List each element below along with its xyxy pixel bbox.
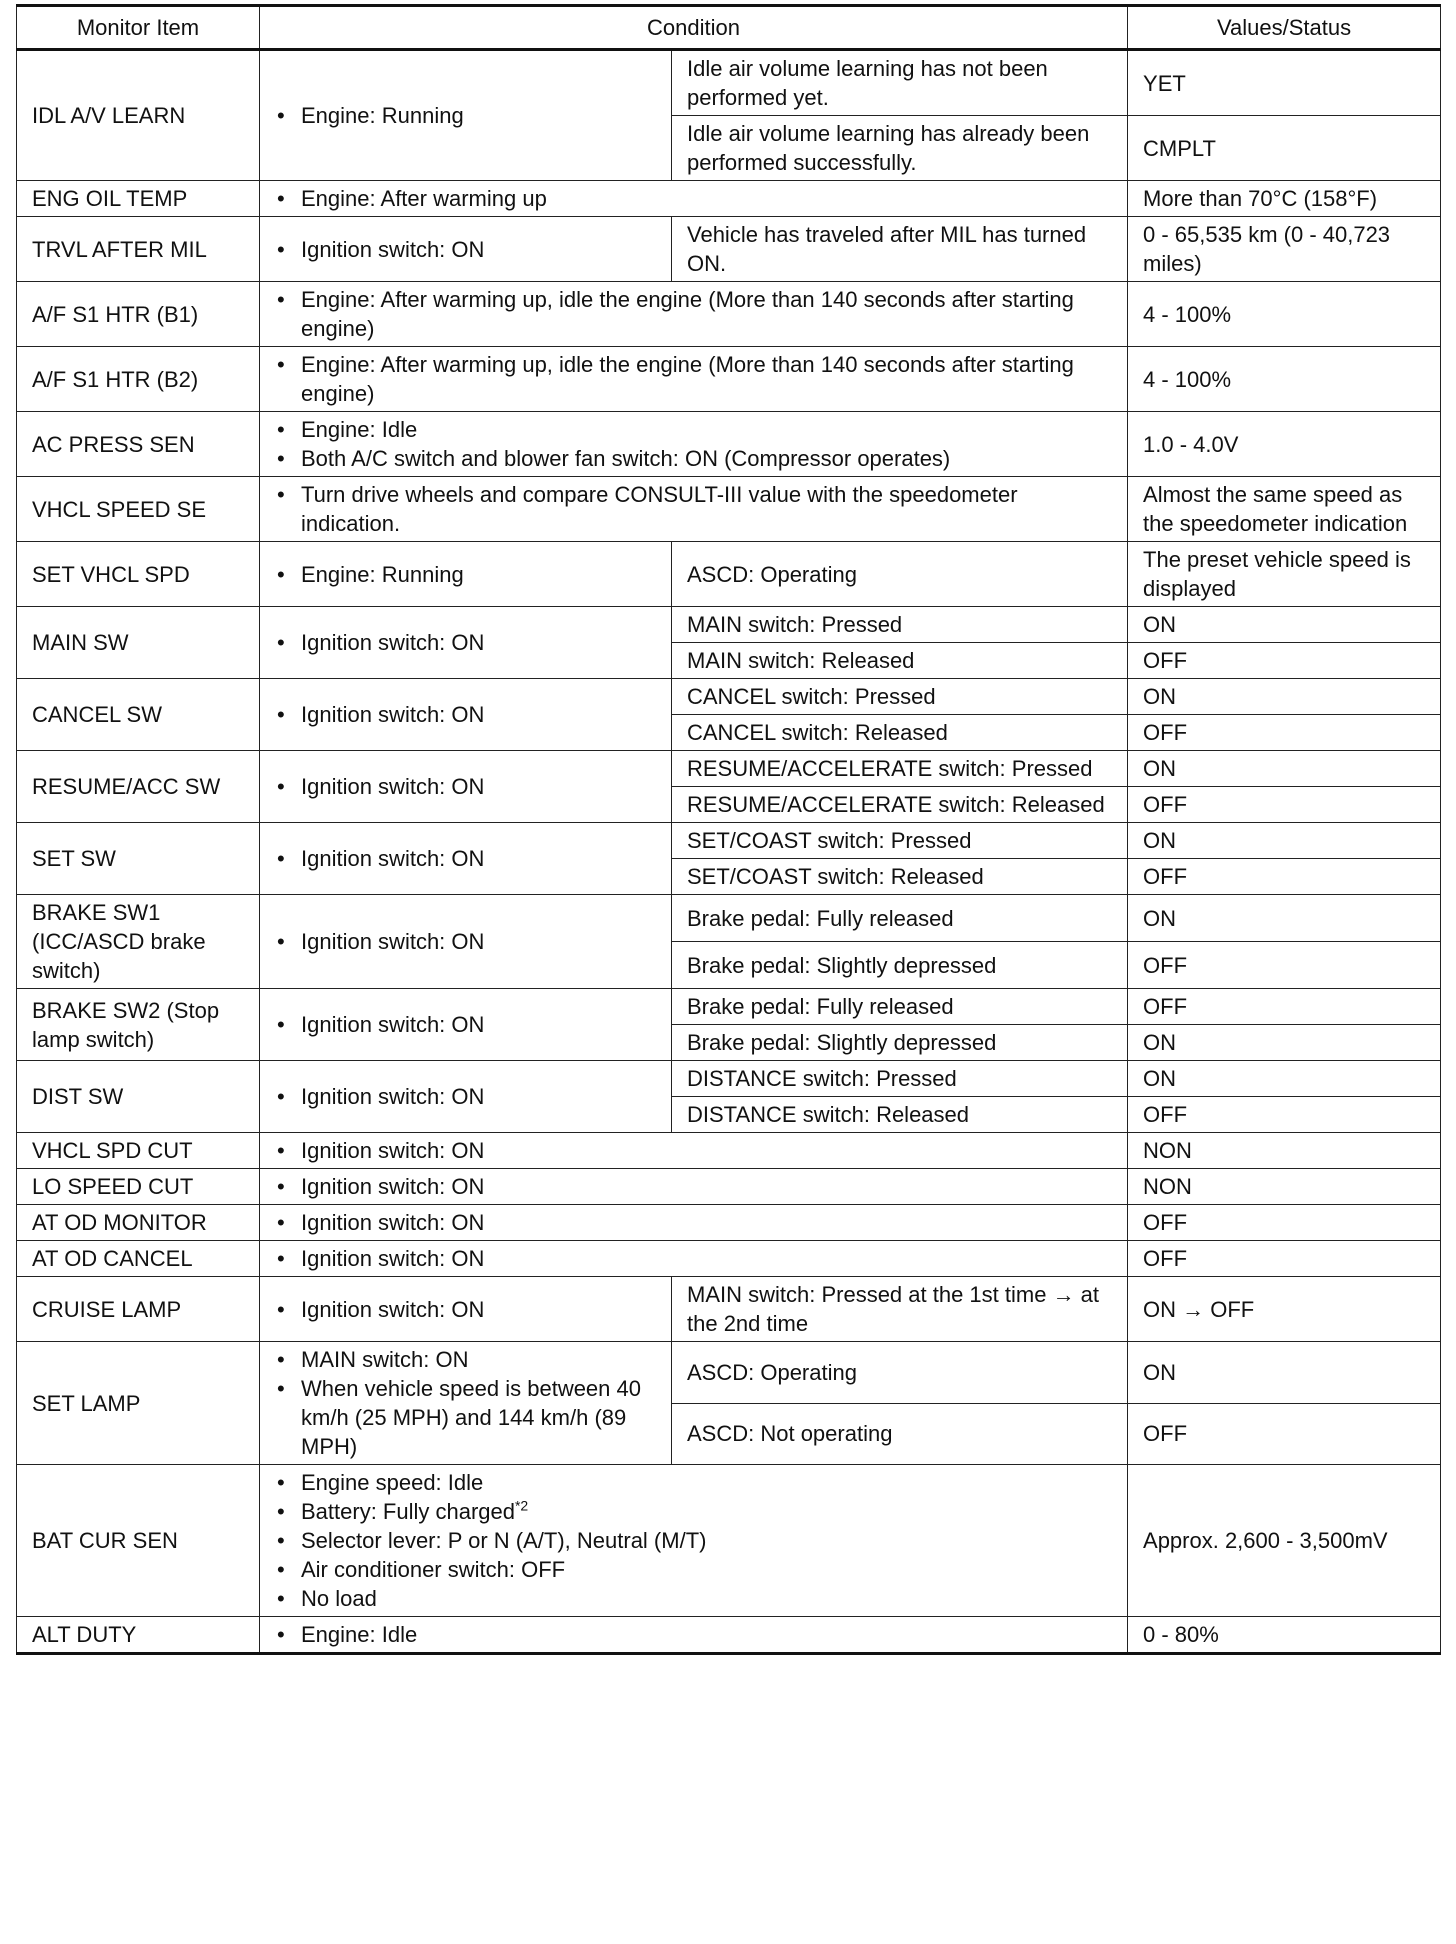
condition-text: Engine: Running: [301, 561, 464, 587]
condition-item: [275, 480, 1112, 538]
condition-text: Ignition switch: ON: [301, 1296, 485, 1322]
table-row: [17, 1169, 1441, 1205]
condition-item: [275, 350, 1112, 408]
monitor-item-cell: RESUME/ACC SW: [17, 751, 260, 823]
condition-cell: [260, 751, 672, 823]
sub-condition-cell: MAIN switch: Released: [672, 643, 1128, 679]
condition-text: Engine speed: Idle: [301, 1470, 484, 1495]
value-status-cell: NON: [1128, 1169, 1441, 1205]
condition-item: [275, 700, 656, 729]
sub-condition-cell: DISTANCE switch: Pressed: [672, 1061, 1128, 1097]
value-status-cell: NON: [1128, 1133, 1441, 1169]
condition-cell: [260, 282, 1128, 347]
monitor-item-cell: AT OD MONITOR: [17, 1205, 260, 1241]
condition-item: [275, 285, 1112, 343]
table-row: [17, 347, 1441, 412]
table-row: [17, 1133, 1441, 1169]
condition-list: [275, 628, 656, 657]
condition-cell: [260, 412, 1128, 477]
condition-item: [275, 1295, 656, 1324]
condition-text: MAIN switch: ON: [301, 1347, 469, 1372]
value-status-cell: ON: [1128, 823, 1441, 859]
condition-list: [275, 700, 656, 729]
value-status-cell: 4 - 100%: [1128, 282, 1441, 347]
condition-item: [275, 1620, 1112, 1649]
value-status-cell: ON: [1128, 679, 1441, 715]
condition-cell: [260, 217, 672, 282]
value-status-cell: OFF: [1128, 787, 1441, 823]
monitor-item-cell: CRUISE LAMP: [17, 1277, 260, 1342]
condition-text: Engine: After warming up: [301, 186, 547, 211]
sub-condition-cell: MAIN switch: Pressed: [672, 607, 1128, 643]
condition-item: [275, 772, 656, 801]
value-status-cell: Approx. 2,600 - 3,500mV: [1128, 1465, 1441, 1617]
condition-text: Ignition switch: ON: [301, 1084, 485, 1109]
condition-list: [275, 235, 656, 264]
condition-list: [275, 844, 656, 873]
condition-list: [275, 1345, 656, 1461]
value-status-cell: OFF: [1128, 643, 1441, 679]
header-condition: Condition: [260, 6, 1128, 50]
monitor-item-cell: DIST SW: [17, 1061, 260, 1133]
table-row: [17, 542, 1441, 607]
condition-text: Ignition switch: ON: [301, 1210, 485, 1235]
condition-cell: [260, 542, 672, 607]
table-row: [17, 282, 1441, 347]
condition-list: [275, 1468, 1112, 1613]
monitor-item-cell: SET LAMP: [17, 1342, 260, 1465]
condition-list: [275, 285, 1112, 343]
value-status-cell: ON: [1128, 1061, 1441, 1097]
monitor-item-cell: BRAKE SW2 (Stop lamp switch): [17, 989, 260, 1061]
condition-cell: [260, 50, 672, 181]
condition-item: [275, 1468, 1112, 1497]
condition-cell: [260, 1169, 1128, 1205]
condition-item: [275, 560, 656, 589]
condition-list: [275, 415, 1112, 473]
sub-condition-cell: ASCD: Operating: [672, 542, 1128, 607]
monitor-item-cell: BRAKE SW1 (ICC/ASCD brake switch): [17, 895, 260, 989]
condition-cell: [260, 181, 1128, 217]
sub-condition-cell: Vehicle has traveled after MIL has turned ON.: [672, 217, 1128, 282]
condition-text: When vehicle speed is between 40 km/h (25 MPH) and 144 km/h (89 MPH): [301, 1376, 641, 1459]
table-row: [17, 1205, 1441, 1241]
value-status-cell: CMPLT: [1128, 116, 1441, 181]
table-row: [17, 1241, 1441, 1277]
condition-list: [275, 101, 656, 130]
condition-list: [275, 772, 656, 801]
condition-item: [275, 415, 1112, 444]
condition-text: Both A/C switch and blower fan switch: ON (Compressor operates): [301, 446, 951, 471]
condition-item: [275, 1082, 656, 1111]
sub-condition-cell: SET/COAST switch: Released: [672, 859, 1128, 895]
condition-cell: [260, 607, 672, 679]
table-row: [17, 751, 1441, 787]
sub-condition-cell: ASCD: Operating: [672, 1342, 1128, 1404]
table-body: [17, 50, 1441, 1654]
monitor-item-cell: IDL A/V LEARN: [17, 50, 260, 181]
condition-item: [275, 235, 656, 264]
table-row: [17, 823, 1441, 859]
value-status-cell: OFF: [1128, 1241, 1441, 1277]
value-status-cell: 1.0 - 4.0V: [1128, 412, 1441, 477]
monitor-item-cell: MAIN SW: [17, 607, 260, 679]
sub-condition-cell: ASCD: Not operating: [672, 1403, 1128, 1465]
value-status-cell: The preset vehicle speed is displayed: [1128, 542, 1441, 607]
value-status-cell: OFF: [1128, 715, 1441, 751]
condition-text: Engine: Idle: [301, 1622, 418, 1647]
monitor-item-cell: VHCL SPD CUT: [17, 1133, 260, 1169]
condition-text: Engine: Running: [301, 103, 464, 128]
condition-list: [275, 1082, 656, 1111]
sub-condition-cell: SET/COAST switch: Pressed: [672, 823, 1128, 859]
value-status-cell: OFF: [1128, 859, 1441, 895]
monitor-item-cell: A/F S1 HTR (B2): [17, 347, 260, 412]
table-row: [17, 1617, 1441, 1654]
monitor-item-cell: AC PRESS SEN: [17, 412, 260, 477]
condition-cell: [260, 1342, 672, 1465]
condition-cell: [260, 1205, 1128, 1241]
header-row: [17, 6, 1441, 50]
monitor-item-cell: CANCEL SW: [17, 679, 260, 751]
table-row: [17, 412, 1441, 477]
condition-text: Engine: After warming up, idle the engine (More than 140 seconds after starting engine): [301, 352, 1074, 406]
condition-list: [275, 560, 656, 589]
value-status-cell: ON: [1128, 895, 1441, 942]
condition-item: [275, 184, 1112, 213]
table-row: [17, 1277, 1441, 1342]
monitor-item-cell: VHCL SPEED SE: [17, 477, 260, 542]
value-status-cell: 0 - 80%: [1128, 1617, 1441, 1654]
condition-text: No load: [301, 1586, 377, 1611]
condition-item: [275, 844, 656, 873]
value-status-cell: OFF: [1128, 1097, 1441, 1133]
condition-text: Ignition switch: ON: [301, 1012, 485, 1037]
header-monitor-item: Monitor Item: [17, 6, 260, 50]
table-row: [17, 1465, 1441, 1617]
sub-condition-cell: Brake pedal: Slightly depressed: [672, 1025, 1128, 1061]
condition-text: Ignition switch: ON: [301, 702, 485, 727]
condition-item: [275, 1208, 1112, 1237]
monitor-item-cell: LO SPEED CUT: [17, 1169, 260, 1205]
condition-cell: [260, 823, 672, 895]
condition-item: [275, 1345, 656, 1374]
condition-list: [275, 1244, 1112, 1273]
condition-text: Ignition switch: ON: [301, 1138, 485, 1163]
condition-item: [275, 1526, 1112, 1555]
condition-text: Ignition switch: ON: [301, 236, 485, 262]
value-status-cell: YET: [1128, 50, 1441, 116]
value-status-cell: ON: [1128, 751, 1441, 787]
monitor-item-cell: A/F S1 HTR (B1): [17, 282, 260, 347]
condition-text: Ignition switch: ON: [301, 846, 485, 871]
condition-text: Engine: Idle: [301, 417, 418, 442]
monitor-item-cell: SET VHCL SPD: [17, 542, 260, 607]
condition-text: Turn drive wheels and compare CONSULT-III value with the speedometer indication.: [301, 482, 1018, 536]
table-row: [17, 989, 1441, 1025]
sub-condition-cell: MAIN switch: Pressed at the 1st time → at the 2nd time: [672, 1277, 1128, 1342]
table-row: [17, 1342, 1441, 1404]
value-status-cell: OFF: [1128, 1205, 1441, 1241]
table-row: [17, 181, 1441, 217]
condition-cell: [260, 347, 1128, 412]
condition-list: [275, 1172, 1112, 1201]
condition-item: [275, 1584, 1112, 1613]
condition-item: [275, 628, 656, 657]
condition-cell: [260, 477, 1128, 542]
monitor-item-cell: BAT CUR SEN: [17, 1465, 260, 1617]
value-status-cell: ON: [1128, 607, 1441, 643]
condition-cell: [260, 1277, 672, 1342]
sub-condition-cell: RESUME/ACCELERATE switch: Pressed: [672, 751, 1128, 787]
table-row: [17, 607, 1441, 643]
value-status-cell: ON: [1128, 1342, 1441, 1404]
condition-item: [275, 1244, 1112, 1273]
footnote-marker: *2: [514, 1497, 529, 1514]
value-status-cell: OFF: [1128, 1403, 1441, 1465]
condition-text: Engine: After warming up, idle the engine (More than 140 seconds after starting engine): [301, 287, 1074, 341]
condition-text: Ignition switch: ON: [301, 1246, 485, 1271]
sub-condition-cell: CANCEL switch: Released: [672, 715, 1128, 751]
condition-list: [275, 1136, 1112, 1165]
condition-text: Battery: Fully charged: [301, 1499, 515, 1524]
condition-text: Ignition switch: ON: [301, 1174, 485, 1199]
value-status-cell: ON → OFF: [1128, 1277, 1441, 1342]
condition-text: Ignition switch: ON: [301, 929, 485, 954]
header-values-status: Values/Status: [1128, 6, 1441, 50]
condition-list: [275, 1620, 1112, 1649]
condition-item: [275, 1172, 1112, 1201]
sub-condition-cell: Brake pedal: Fully released: [672, 989, 1128, 1025]
condition-cell: [260, 1617, 1128, 1654]
monitor-table: [16, 4, 1441, 1655]
sub-condition-cell: DISTANCE switch: Released: [672, 1097, 1128, 1133]
condition-list: [275, 927, 656, 956]
condition-cell: [260, 1241, 1128, 1277]
table-row: [17, 1061, 1441, 1097]
condition-item: [275, 1374, 656, 1461]
monitor-item-cell: ENG OIL TEMP: [17, 181, 260, 217]
condition-item: [275, 1555, 1112, 1584]
condition-item: [275, 101, 656, 130]
condition-cell: [260, 1061, 672, 1133]
table-row: [17, 679, 1441, 715]
condition-cell: [260, 895, 672, 989]
value-status-cell: 4 - 100%: [1128, 347, 1441, 412]
condition-list: [275, 1295, 656, 1324]
condition-item: [275, 444, 1112, 473]
condition-cell: [260, 1465, 1128, 1617]
value-status-cell: More than 70°C (158°F): [1128, 181, 1441, 217]
condition-text: Ignition switch: ON: [301, 774, 485, 799]
condition-list: [275, 350, 1112, 408]
condition-list: [275, 184, 1112, 213]
value-status-cell: Almost the same speed as the speedometer indication: [1128, 477, 1441, 542]
condition-item: [275, 927, 656, 956]
condition-cell: [260, 679, 672, 751]
condition-list: [275, 1010, 656, 1039]
table-row: [17, 50, 1441, 116]
value-status-cell: OFF: [1128, 942, 1441, 989]
monitor-item-cell: AT OD CANCEL: [17, 1241, 260, 1277]
condition-text: Ignition switch: ON: [301, 630, 485, 655]
sub-condition-cell: Idle air volume learning has already been performed successfully.: [672, 116, 1128, 181]
sub-condition-cell: Brake pedal: Fully released: [672, 895, 1128, 942]
condition-list: [275, 1208, 1112, 1237]
sub-condition-cell: Idle air volume learning has not been performed yet.: [672, 50, 1128, 116]
condition-list: [275, 480, 1112, 538]
monitor-item-cell: ALT DUTY: [17, 1617, 260, 1654]
condition-item: [275, 1136, 1112, 1165]
value-status-cell: ON: [1128, 1025, 1441, 1061]
sub-condition-cell: CANCEL switch: Pressed: [672, 679, 1128, 715]
monitor-item-cell: TRVL AFTER MIL: [17, 217, 260, 282]
condition-item: [275, 1010, 656, 1039]
sub-condition-cell: Brake pedal: Slightly depressed: [672, 942, 1128, 989]
table-row: [17, 895, 1441, 942]
table-row: [17, 217, 1441, 282]
value-status-cell: 0 - 65,535 km (0 - 40,723 miles): [1128, 217, 1441, 282]
condition-cell: [260, 1133, 1128, 1169]
condition-cell: [260, 989, 672, 1061]
monitor-item-cell: SET SW: [17, 823, 260, 895]
table-row: [17, 477, 1441, 542]
value-status-cell: OFF: [1128, 989, 1441, 1025]
condition-item: [275, 1497, 1112, 1526]
condition-text: Selector lever: P or N (A/T), Neutral (M/T): [301, 1528, 707, 1553]
sub-condition-cell: RESUME/ACCELERATE switch: Released: [672, 787, 1128, 823]
condition-text: Air conditioner switch: OFF: [301, 1557, 566, 1582]
